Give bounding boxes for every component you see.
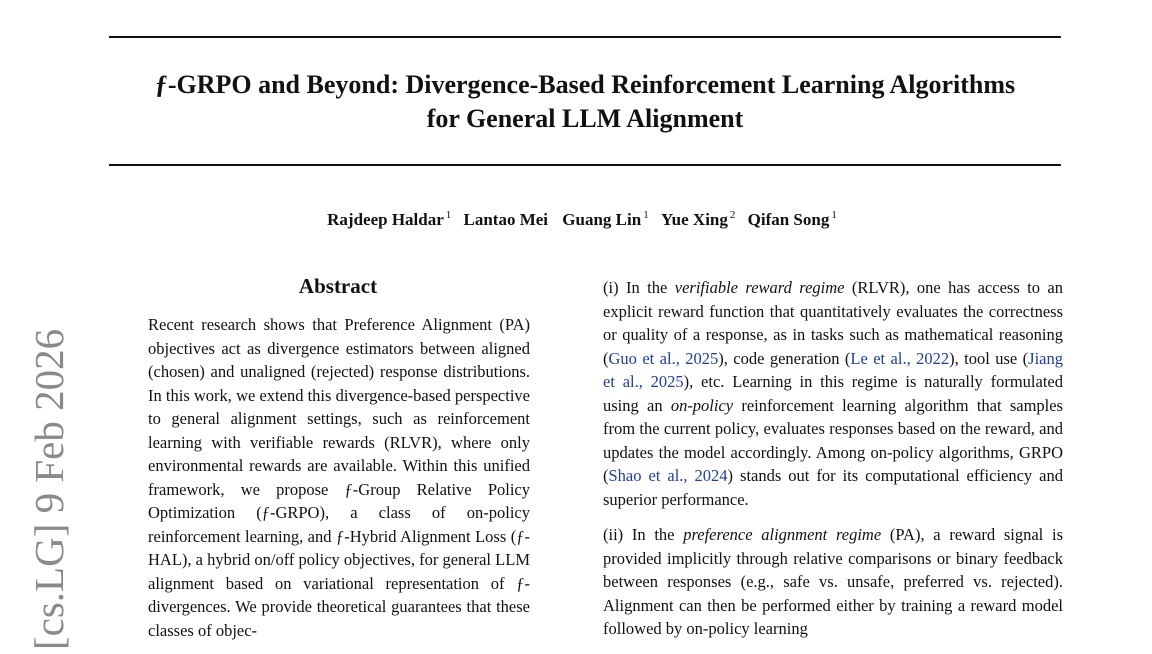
- author: Yue Xing $^2$: [660, 209, 736, 229]
- author: Lantao Mei: [463, 209, 549, 229]
- citation-link[interactable]: Jiang et al., 2025: [603, 348, 1064, 391]
- bottom-rule: [109, 164, 1061, 166]
- author-list: [0, 209, 1152, 230]
- author: Qifan Song $^1$: [747, 209, 837, 229]
- citation-link[interactable]: Shao et al., 2024: [608, 466, 728, 485]
- paper-title: [90, 68, 1080, 136]
- arxiv-side-stamp: [cs.LG] 9 Feb 2026: [26, 328, 72, 650]
- citation-link[interactable]: Guo et al., 2025: [608, 348, 719, 368]
- author: Guang Lin $^1$: [562, 209, 649, 229]
- title-line-1: ƒ-GRPO and Beyond: Divergence-Based Reinforcement Learning Algorithms: [154, 70, 1016, 99]
- paragraph-pa: (ii) In the preference alignment regime (PA), a reward signal is provided implicitly through relative comparisons or binary feedback between responses (e.g., safe vs. unsafe, preferred vs. rejected). Alignment can then be performed either by training a reward model followed by on-policy learning: [603, 525, 1063, 638]
- intro-column: [603, 276, 1063, 653]
- citation-link[interactable]: Le et al., 2022: [850, 348, 950, 368]
- paragraph-rlvr: (i) In the verifiable reward regime (RLVR), one has access to an explicit reward function that quantitatively evaluates the correctness or quality of a response, as in tasks such as mathematical reasoning (Guo et al., 2025), code generation (Le et al., 2022), tool use (Jiang et al., 2025), etc. Learning in this regime is naturally formulated using an on-policy reinforcement learning algorithm that samples from the current policy, evaluates responses based on the reward, and updates the model accordingly. Among on-policy algorithms, GRPO (Shao et al., 2024) stands out for its computational efficiency and superior performance.: [603, 278, 1064, 509]
- abstract-text: Recent research shows that Preference Alignment (PA) objectives act as divergence estimators between aligned (chosen) and unaligned (rejected) response distributions. In this work, we extend this divergence-based perspective to general alignment settings, such as reinforcement learning with verifiable rewards (RLVR), where only environmental rewards are available. Within this unified framework, we propose ƒ-Group Relative Policy Optimization (ƒ-GRPO), a class of on-policy reinforcement learning, and ƒ-Hybrid Alignment Loss (ƒ-HAL), a hybrid on/off policy objectives, for general LLM alignment based on variational representation of ƒ-divergences. We provide theoretical guarantees that these classes of objec-: [148, 315, 530, 640]
- title-line-2: for General LLM Alignment: [426, 104, 744, 133]
- abstract-heading: Abstract: [298, 274, 378, 298]
- author: Rajdeep Haldar $^1$: [327, 209, 452, 229]
- top-rule: [109, 36, 1061, 38]
- abstract-body: [148, 313, 530, 654]
